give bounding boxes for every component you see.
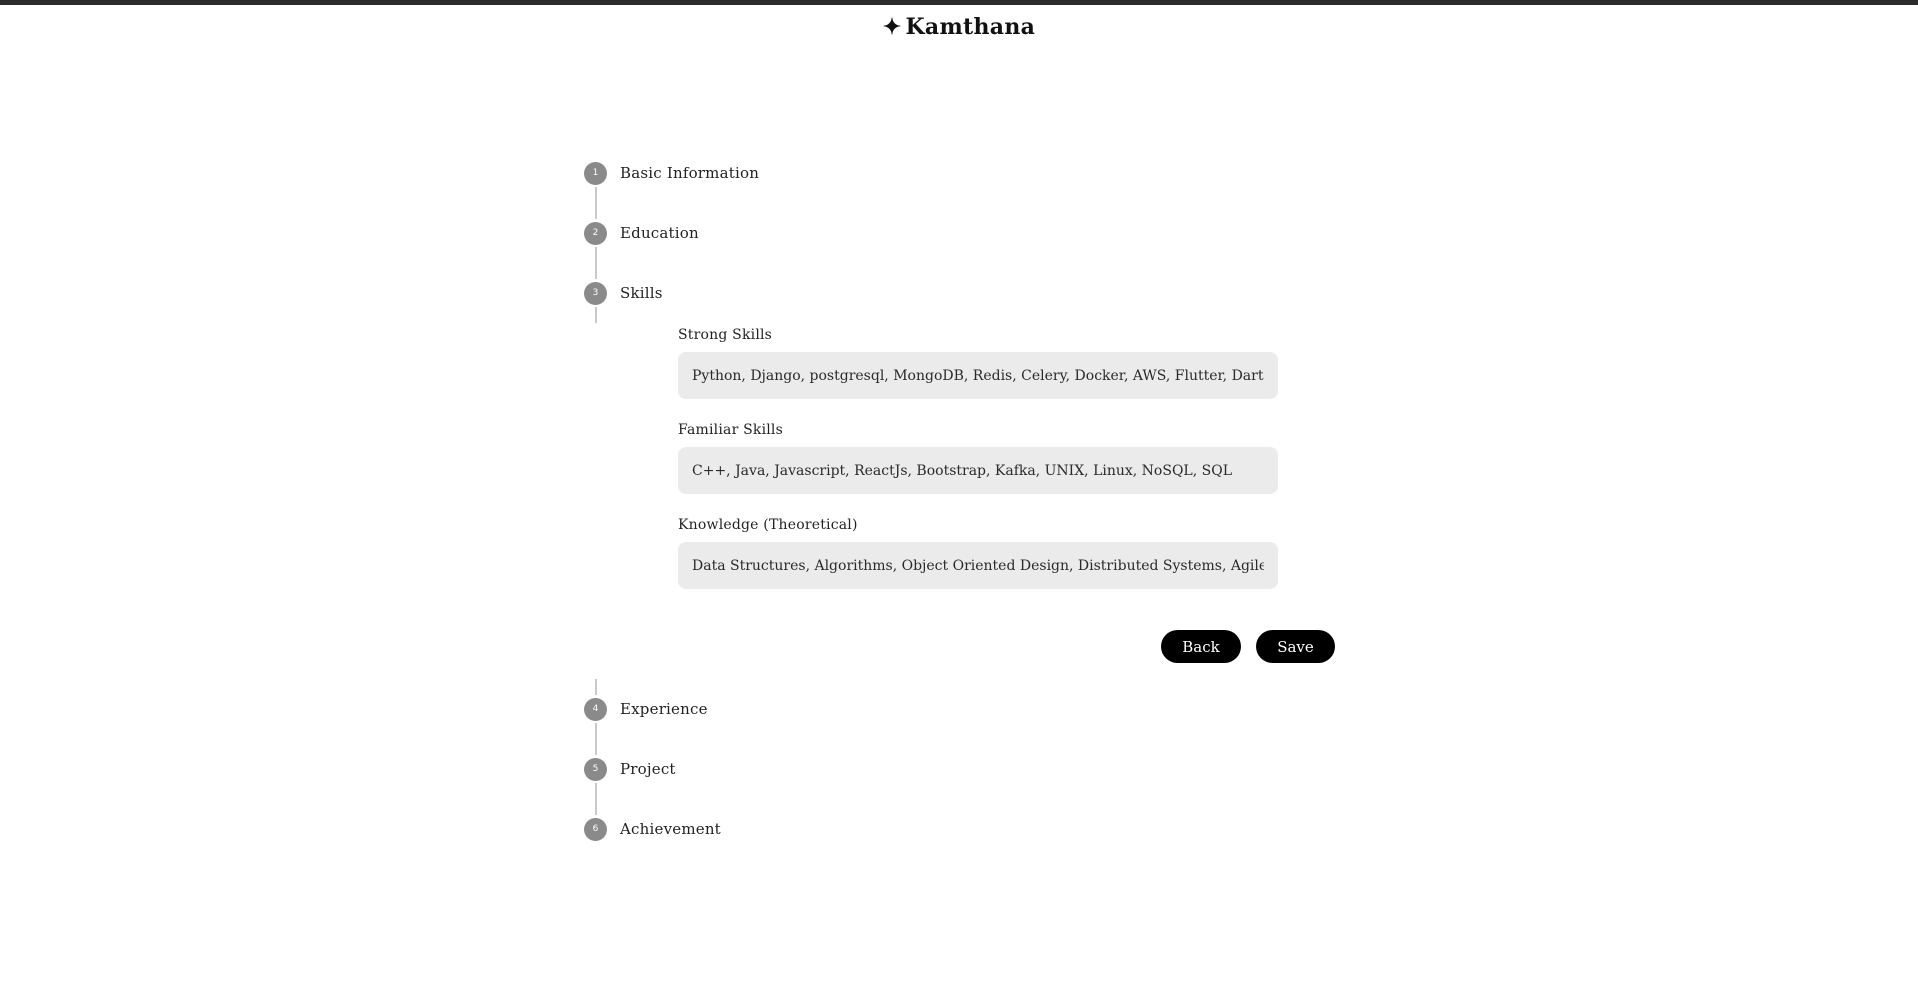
back-button[interactable]: Back	[1161, 630, 1241, 663]
step-experience[interactable]	[584, 697, 1344, 721]
strong-skills-label: Strong Skills	[678, 327, 773, 343]
step-connector	[595, 783, 597, 815]
step-label: Achievement	[620, 820, 721, 838]
step-connector	[595, 187, 597, 219]
step-connector	[595, 307, 597, 323]
step-number: 3	[584, 282, 607, 305]
knowledge-input[interactable]	[678, 542, 1278, 589]
form-actions	[1161, 630, 1335, 663]
sparkle-icon: ✦	[882, 14, 902, 40]
step-label: Project	[620, 760, 676, 778]
familiar-skills-input[interactable]	[678, 447, 1278, 494]
skills-form	[584, 327, 1344, 677]
step-basic-information[interactable]	[584, 161, 1344, 185]
step-skills[interactable]	[584, 281, 1344, 305]
strong-skills-field	[678, 327, 1344, 399]
step-education[interactable]	[584, 221, 1344, 245]
brand-logo[interactable]	[0, 14, 1918, 40]
step-label: Education	[620, 224, 699, 242]
step-label: Experience	[620, 700, 708, 718]
step-label: Basic Information	[620, 164, 760, 182]
step-connector	[595, 723, 597, 755]
familiar-skills-field	[678, 422, 1344, 494]
knowledge-field	[678, 517, 1344, 589]
step-achievement[interactable]	[584, 817, 1344, 841]
step-connector	[595, 679, 597, 695]
step-number: 6	[584, 818, 607, 841]
step-number: 4	[584, 698, 607, 721]
step-project[interactable]	[584, 757, 1344, 781]
step-connector	[595, 247, 597, 279]
step-label: Skills	[620, 284, 663, 302]
remaining-steps	[584, 679, 1344, 841]
familiar-skills-label: Familiar Skills	[678, 422, 783, 438]
stepper	[584, 161, 1344, 841]
top-bar	[0, 0, 1918, 5]
knowledge-label: Knowledge (Theoretical)	[678, 517, 858, 533]
brand-name: Kamthana	[905, 14, 1036, 40]
strong-skills-input[interactable]	[678, 352, 1278, 399]
step-number: 2	[584, 222, 607, 245]
step-number: 1	[584, 162, 607, 185]
step-number: 5	[584, 758, 607, 781]
save-button[interactable]: Save	[1256, 630, 1335, 663]
